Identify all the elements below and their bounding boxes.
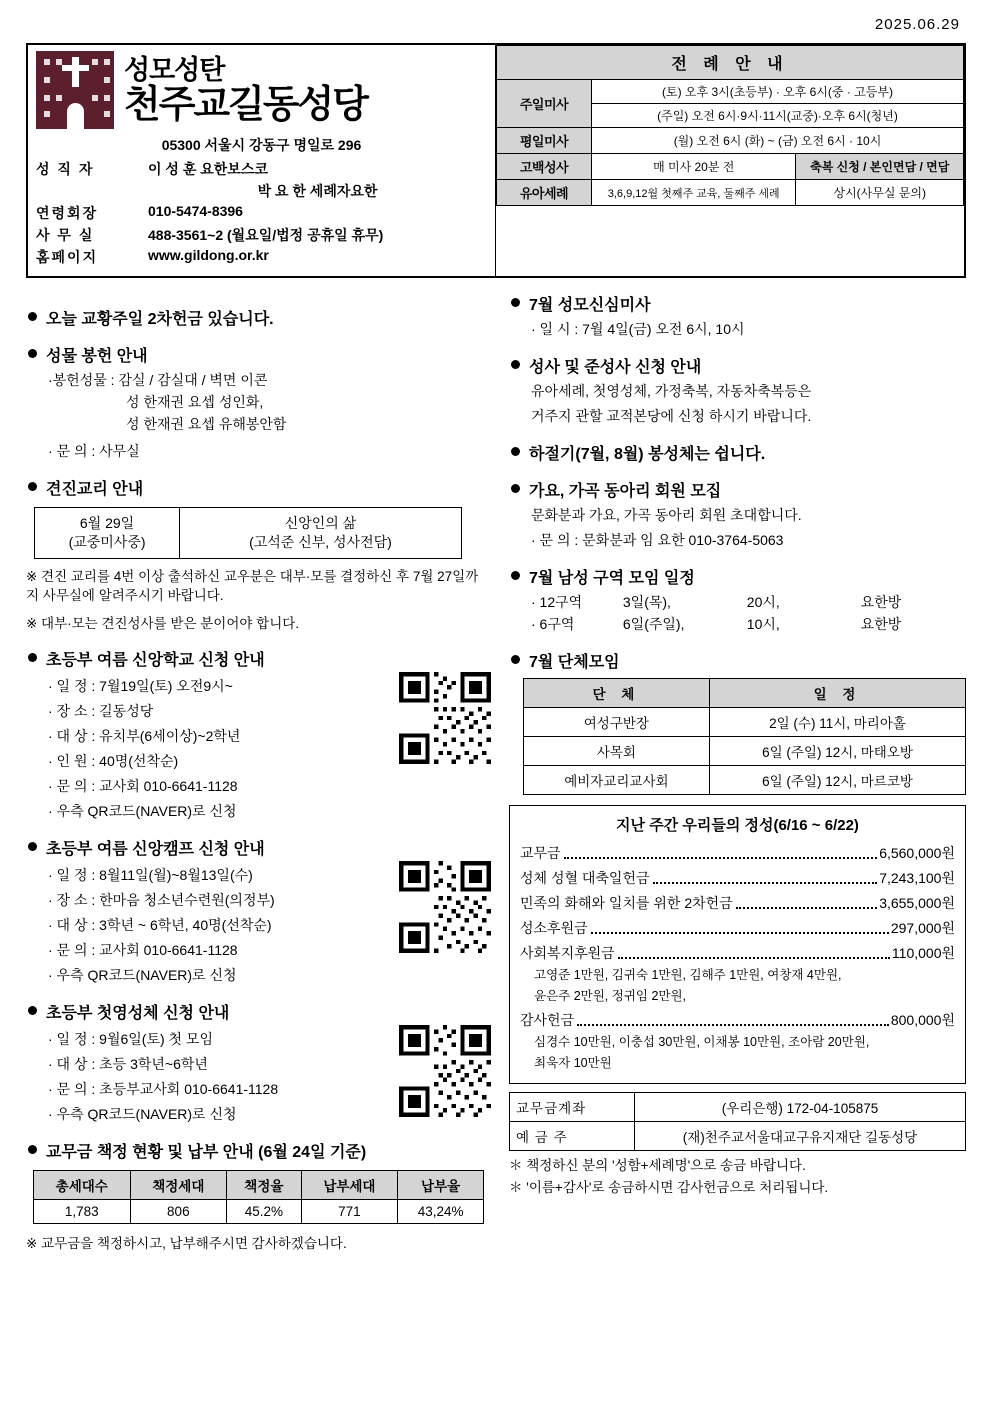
mass-label: 유아세례	[497, 180, 592, 206]
contact-label: 연령회장	[36, 205, 99, 221]
table-row	[524, 766, 966, 795]
group-schedule: 6일 (주일) 12시, 마태오방	[709, 737, 966, 766]
table-row	[524, 737, 966, 766]
district-name: · 12구역	[531, 594, 583, 610]
offering-row	[520, 943, 955, 963]
mass-label: 주일미사	[497, 80, 592, 128]
confirmation-speaker: (고석준 신부, 성사전담)	[249, 533, 392, 550]
contact-row	[36, 224, 487, 246]
dues-header: 납부율	[398, 1171, 484, 1200]
contact-label	[36, 180, 148, 202]
left-column	[26, 292, 491, 1254]
group-schedule: 6일 (주일) 12시, 마르코방	[709, 766, 966, 795]
mass-label: 평일미사	[497, 128, 592, 154]
church-logo-icon	[36, 51, 114, 129]
notice-marian-mass-title: 7월 성모신심미사	[509, 292, 966, 315]
summer-camp-line: · 일 정 : 8월11일(월)~8월13일(수)	[48, 867, 253, 884]
mens-district-row	[509, 614, 966, 635]
group-name: 예비자교리교사회	[524, 766, 710, 795]
sacred-goods-line: 성 한재권 요셉 성인화,	[126, 394, 264, 410]
summer-camp-line: · 장 소 : 한마음 청소년수련원(의정부)	[48, 892, 275, 909]
account-footnote: ＊ '이름+감사'로 송금하시면 감사헌금으로 처리됩니다.	[509, 1179, 829, 1195]
summer-camp-line: · 대 상 : 3학년 ~ 6학년, 40명(선착순)	[48, 917, 272, 934]
dues-value: 806	[130, 1200, 227, 1224]
confirmation-table	[34, 507, 462, 559]
dues-header: 책정율	[227, 1171, 302, 1200]
mass-row-baptism	[497, 180, 964, 206]
mass-schedule-title: 전 례 안 내	[497, 46, 964, 80]
offering-amount: 297,000원	[890, 920, 955, 936]
mass-value: (토) 오후 3시(초등부) · 오후 6시(중 · 고등부)	[592, 80, 964, 104]
confirmation-topic: 신앙인의 삶	[284, 515, 357, 531]
sacraments-line: 거주지 관할 교적본당에 신청 하시기 바랍니다.	[531, 408, 812, 424]
marian-mass-line: · 일 시 : 7월 4일(금) 오전 6시, 10시	[531, 321, 745, 337]
offering-amount: 800,000원	[890, 1012, 955, 1029]
dues-value: 1,783	[33, 1200, 130, 1224]
confirmation-note-1: ※ 견진 교리를 4번 이상 출석하신 교우분은 대부·모를 결정하신 후 7월 27일까지 사무실에 알려주시기 바랍니다.	[26, 568, 479, 604]
dues-header: 총세대수	[33, 1171, 130, 1200]
qr-code-first-communion[interactable]	[399, 1025, 491, 1117]
offering-amount: 7,243,100원	[879, 870, 955, 886]
sacred-goods-line: ·봉헌성물 : 감실 / 감실대 / 벽면 이콘	[48, 372, 268, 388]
bulletin-body	[26, 292, 966, 1254]
account-number: (우리은행) 172-04-105875	[635, 1092, 966, 1121]
mass-value-extra: 상시(사무실 문의)	[796, 180, 964, 206]
mass-value: (월) 오전 6시 (화) ~ (금) 오전 6시 · 10시	[592, 128, 964, 154]
offering-row	[520, 843, 955, 863]
mass-row-sunday	[497, 80, 964, 104]
summer-school-line: · 문 의 : 교사회 010-6641-1128	[48, 778, 238, 795]
dues-header: 책정세대	[130, 1171, 227, 1200]
summer-school-line: · 대 상 : 유치부(6세이상)~2학년	[48, 728, 241, 745]
homepage-value[interactable]: www.gildong.or.kr	[148, 247, 269, 263]
dues-header-row	[33, 1171, 483, 1200]
contact-value: 이 성 훈 요한보스코	[148, 161, 268, 177]
account-label: 예 금 주	[510, 1121, 635, 1150]
confirmation-date-note: (교중미사중)	[68, 533, 146, 550]
notice-sacraments-title: 성사 및 준성사 신청 안내	[509, 354, 966, 377]
summer-school-line: · 인 원 : 40명(선착순)	[48, 753, 179, 770]
summer-camp-line: · 문 의 : 교사회 010-6641-1128	[48, 942, 238, 959]
summer-school-line: · 일 정 : 7월19일(토) 오전9시~	[48, 678, 233, 695]
district-name: · 6구역	[531, 616, 575, 632]
mass-value: 3,6,9,12월 첫째주 교육, 둘째주 세례	[592, 180, 796, 206]
sacraments-line: 유아세례, 첫영성체, 가정축복, 자동차축복등은	[531, 383, 812, 399]
sacred-goods-line: 성 한재권 요셉 유해봉안함	[126, 416, 287, 432]
offering-row	[520, 918, 955, 938]
offering-donor-line: 고영준 1만원, 김귀숙 1만원, 김해주 1만원, 여창재 4만원,	[534, 968, 842, 982]
right-column	[491, 292, 966, 1254]
logo-row	[36, 51, 487, 129]
qr-code-summer-school[interactable]	[399, 672, 491, 764]
logo-text	[124, 54, 367, 126]
offering-row	[520, 893, 955, 913]
notice-confirmation-title: 견진교리 안내	[26, 476, 491, 499]
offering-donor-line: 윤은주 2만원, 정귀임 2만원,	[534, 989, 687, 1004]
offering-name: 민족의 화해와 일치를 위한 2차헌금	[520, 895, 733, 911]
confirmation-date: 6월 29일	[79, 515, 135, 531]
offering-name: 교무금	[520, 845, 561, 861]
notice-music-club-title: 가요, 가곡 동아리 회원 모집	[509, 478, 966, 501]
table-row	[524, 708, 966, 737]
offering-name: 감사헌금	[520, 1012, 575, 1029]
offering-title: 지난 주간 우리들의 정성(6/16 ~ 6/22)	[616, 817, 859, 834]
contact-row	[36, 246, 487, 268]
confirmation-note-2: ※ 대부·모는 견진성사를 받은 분이어야 합니다.	[26, 615, 300, 631]
parish-address: 05300 서울시 강동구 명일로 296	[161, 137, 362, 153]
dues-value: 771	[301, 1200, 398, 1224]
group-header: 단 체	[524, 679, 710, 708]
header	[26, 43, 966, 278]
group-name: 여성구반장	[524, 708, 710, 737]
contact-label: 홈페이지	[36, 249, 99, 265]
district-time: 10시,	[746, 616, 780, 632]
offering-row	[520, 868, 955, 888]
account-footnote: ＊ 책정하신 분의 '성함+세례명'으로 송금 바랍니다.	[509, 1157, 806, 1173]
parish-contact-table	[36, 158, 487, 268]
group-header: 일 정	[709, 679, 966, 708]
district-date: 3일(목),	[622, 594, 671, 610]
parish-info-panel	[26, 43, 496, 278]
offering-amount: 3,655,000원	[879, 895, 955, 911]
dues-note: ※ 교무금을 책정하시고, 납부해주시면 감사하겠습니다.	[26, 1236, 347, 1252]
account-table	[509, 1092, 966, 1151]
offering-amount: 110,000원	[891, 945, 955, 961]
logo-title: 천주교길동성당	[124, 83, 367, 126]
dues-table	[33, 1170, 484, 1224]
mass-schedule-table	[496, 45, 964, 206]
summer-school-line: · 장 소 : 길동성당	[48, 703, 154, 720]
sacred-goods-line: · 문 의 : 사무실	[48, 443, 140, 459]
contact-row	[36, 180, 487, 202]
offering-row	[520, 1010, 955, 1030]
contact-value: 010-5474-8396	[148, 203, 243, 219]
first-communion-line: · 우측 QR코드(NAVER)로 신청	[48, 1106, 237, 1123]
mass-value: (주일) 오전 6시·9시·11시(교중)·오후 6시(청년)	[592, 104, 964, 128]
district-time: 20시,	[746, 594, 780, 610]
first-communion-line: · 대 상 : 초등 3학년~6학년	[48, 1056, 208, 1073]
notice-summer-camp-title: 초등부 여름 신앙캠프 신청 안내	[26, 836, 491, 859]
contact-label: 성 직 자	[36, 161, 95, 177]
summer-school-line: · 우측 QR코드(NAVER)로 신청	[48, 803, 237, 820]
notice-sacred-goods-title: 성물 봉헌 안내	[26, 343, 491, 366]
mass-label: 고백성사	[497, 154, 592, 180]
first-communion-line: · 문 의 : 초등부교사회 010-6641-1128	[48, 1081, 279, 1098]
group-schedule: 2일 (수) 11시, 마리아홀	[709, 708, 966, 737]
music-club-line: · 문 의 : 문화분과 임 요한 010-3764-5063	[531, 532, 784, 548]
group-header-row	[524, 679, 966, 708]
district-date: 6일(주일),	[622, 616, 685, 632]
notice-second-collection: 오늘 교황주일 2차헌금 있습니다.	[26, 306, 491, 329]
account-row	[510, 1092, 966, 1121]
confirmation-topic-cell	[180, 508, 462, 559]
confirmation-date-cell	[35, 508, 180, 559]
dues-value-row	[33, 1200, 483, 1224]
notice-first-communion-title: 초등부 첫영성체 신청 안내	[26, 1000, 491, 1023]
notice-dues-title: 교무금 책정 현황 및 납부 안내 (6월 24일 기준)	[26, 1139, 491, 1162]
mass-schedule-panel	[496, 43, 966, 278]
district-room: 요한방	[860, 616, 902, 632]
account-label: 교무금계좌	[510, 1092, 635, 1121]
contact-value: 488-3561~2 (월요일/법정 공휴일 휴무)	[148, 227, 384, 243]
notice-group-meetings-title: 7월 단체모임	[509, 649, 966, 672]
offering-amount: 6,560,000원	[879, 845, 955, 861]
group-meeting-table	[523, 678, 966, 795]
offering-name: 성소후원금	[520, 920, 588, 936]
group-name: 사목회	[524, 737, 710, 766]
summer-camp-line: · 우측 QR코드(NAVER)로 신청	[48, 967, 237, 984]
contact-row	[36, 158, 487, 180]
contact-value: 박 요 한 세례자요한	[257, 183, 378, 199]
offering-donor-line: 심경수 10만원, 이충섭 30만원, 이채봉 10만원, 조아람 20만원,	[534, 1035, 870, 1050]
offering-donor-line: 최욱자 10만원	[534, 1056, 612, 1071]
mass-value: 매 미사 20분 전	[592, 154, 796, 180]
issue-date: 2025.06.29	[874, 16, 960, 33]
district-room: 요한방	[860, 594, 902, 610]
mass-value-extra: 축복 신청 / 본인면담 / 면담	[796, 154, 964, 180]
notice-mens-district-title: 7월 남성 구역 모임 일정	[509, 565, 966, 588]
offering-name: 사회복지후원금	[520, 945, 615, 961]
first-communion-line: · 일 정 : 9월6일(토) 첫 모임	[48, 1031, 213, 1048]
music-club-line: 문화분과 가요, 가곡 동아리 회원 초대합니다.	[531, 507, 802, 523]
notice-summer-communion-title: 하절기(7월, 8월) 봉성체는 쉽니다.	[509, 441, 966, 464]
mass-row-weekday	[497, 128, 964, 154]
mass-row-confession	[497, 154, 964, 180]
offering-name: 성체 성혈 대축일헌금	[520, 870, 650, 886]
qr-code-summer-camp[interactable]	[399, 861, 491, 953]
logo-subtitle: 성모성탄	[124, 54, 225, 85]
account-row	[510, 1121, 966, 1150]
contact-row	[36, 202, 487, 224]
account-holder: (재)천주교서울대교구유지재단 길동성당	[635, 1121, 966, 1150]
contact-label: 사 무 실	[36, 227, 95, 243]
dues-value: 45.2%	[227, 1200, 302, 1224]
mens-district-row	[509, 592, 966, 613]
offering-summary-box	[509, 805, 966, 1084]
dues-value: 43,24%	[398, 1200, 484, 1224]
dues-header: 납부세대	[301, 1171, 398, 1200]
notice-summer-school-title: 초등부 여름 신앙학교 신청 안내	[26, 647, 491, 670]
